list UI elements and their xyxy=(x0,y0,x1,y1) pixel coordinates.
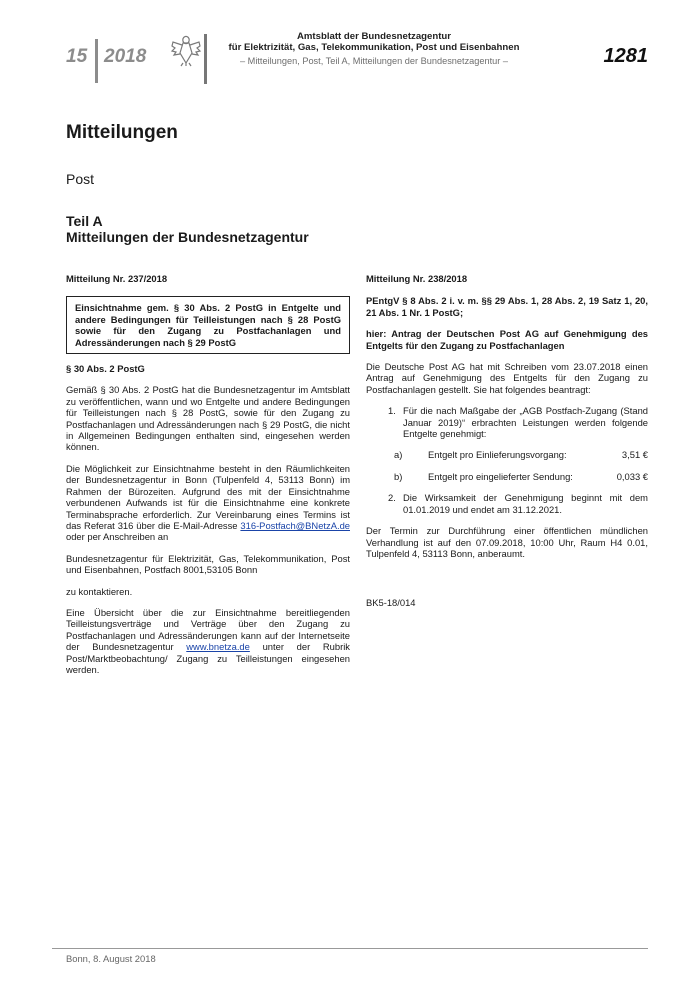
fee-row-a: a) Entgelt pro Einlieferungsvorgang: 3,51 € xyxy=(394,449,648,461)
fee-row-b: b) Entgelt pro eingelieferter Sendung: 0,033 € xyxy=(394,470,648,482)
notice-237-address: Bundesnetzagentur für Elektrizität, Gas, Telekommunikation, Post und Eisenbahnen, Postfach 8001,53105 Bonn xyxy=(66,552,350,576)
part-heading: Teil A Mitteilungen der Bundesnetzagentur xyxy=(66,213,309,245)
notice-238-intro: Die Deutsche Post AG hat mit Schreiben vom 23.07.2018 einen Antrag auf Genehmigung des Entgelts für den Zugang zu Postfachanlagen gestellt. Sie hat folgendes beantragt: xyxy=(366,361,648,395)
notice-237-box: Einsichtnahme gem. § 30 Abs. 2 PostG in Entgelte und andere Bedingungen für Teilleistungen nach § 28 PostG sowie für den Zugang zu Postfachanlagen und Adressänderungen nach § 29 PostG xyxy=(66,296,350,354)
issue-separator xyxy=(95,39,98,83)
federal-eagle-icon xyxy=(170,33,202,67)
list-item-1: 1. Für die nach Maßgabe der „AGB Postfach-Zugang (Stand Januar 2019)“ erbrachten Leistungen werden folgende Entgelte genehmigt: xyxy=(388,405,648,440)
issue-number: 15 xyxy=(66,46,88,67)
category-label: Post xyxy=(66,171,95,187)
footer-date: Bonn, 8. August 2018 xyxy=(66,953,156,964)
notice-238-legal-basis: PEntgV § 8 Abs. 2 i. v. m. §§ 29 Abs. 1, 28 Abs. 2, 19 Satz 1, 20, 21 Abs. 1 Nr. 1 PostG; xyxy=(366,295,648,318)
reference-number: BK5-18/014 xyxy=(366,597,416,609)
page-number: 1281 xyxy=(603,45,648,67)
notice-237-paragraph-2: Die Möglichkeit zur Einsichtnahme besteht in den Räumlichkeiten der Bundesnetzagentur in Bonn (Tulpenfeld 4, 53113 Bonn) im Rahmen der Bürozeiten. Aufgrund des mit der Einsichtnahme verbundenen Aufwands ist für die Einsichtnahme eine konkrete Terminabsprache erforderlich. Zur Vereinbarung eines Termins ist das Referat 316 über die E-Mail-Adresse 316-Postfach@BNetzA.de oder per Anschreiben an xyxy=(66,462,350,543)
notice-237-paragraph-4: zu kontaktieren. xyxy=(66,585,133,597)
right-column xyxy=(366,273,648,619)
notice-237-heading: Mitteilung Nr. 237/2018 xyxy=(66,273,168,284)
header-bar xyxy=(204,34,207,84)
notice-237-subheading: § 30 Abs. 2 PostG xyxy=(66,363,145,375)
website-link[interactable]: www.bnetza.de xyxy=(186,641,250,653)
issue-year: 2018 xyxy=(104,46,147,67)
notice-238-subject: hier: Antrag der Deutschen Post AG auf Genehmigung des Entgelts für den Zugang zu Postfachanlagen xyxy=(366,328,648,351)
notice-238-heading: Mitteilung Nr. 238/2018 xyxy=(366,273,468,284)
notice-238-closing: Der Termin zur Durchführung einer öffentlichen mündlichen Verhandlung ist auf den 07.09.2018, 10:00 Uhr, Raum H4 0.01, Tulpenfeld 4, 53113 Bonn, anberaumt. xyxy=(366,525,648,559)
page-title: Mitteilungen xyxy=(66,122,178,143)
left-column xyxy=(66,273,350,685)
email-link[interactable]: 316-Postfach@BNetzA.de xyxy=(240,519,350,531)
notice-237-paragraph-5: Eine Übersicht über die zur Einsichtnahme bereitliegenden Teilleistungsverträge und Verträge über den Zugang zu Postfachanlagen und Adressänderungen kann auf der Internetseite der Bundesnetzagentur www.bnetza.de unter der Rubrik Post/Marktbeobachtung/ Zugang zu Teilleistungen eingesehen werden. xyxy=(66,606,350,675)
gazette-title: Amtsblatt der Bundesnetzagentur für Elektrizität, Gas, Telekommunikation, Post und Eisenbahnen xyxy=(228,31,520,53)
list-item-2: 2. Die Wirksamkeit der Genehmigung beginnt mit dem 01.01.2019 und endet am 31.12.2021. xyxy=(388,492,648,515)
notice-237-paragraph-1: Gemäß § 30 Abs. 2 PostG hat die Bundesnetzagentur im Amtsblatt zu veröffentlichen, wann und wo Entgelte und andere Bedingungen für Teilleistungen nach § 28 PostG, sowie für den Zugang zu Postfachanlagen und Adressänderungen nach § 29 PostG, die nicht in Allgemeinen Bedingungen enthalten sind, eingesehen werden können. xyxy=(66,384,350,453)
footer-divider xyxy=(52,948,648,949)
gazette-subtitle: – Mitteilungen, Post, Teil A, Mitteilungen der Bundesnetzagentur – xyxy=(240,56,508,66)
